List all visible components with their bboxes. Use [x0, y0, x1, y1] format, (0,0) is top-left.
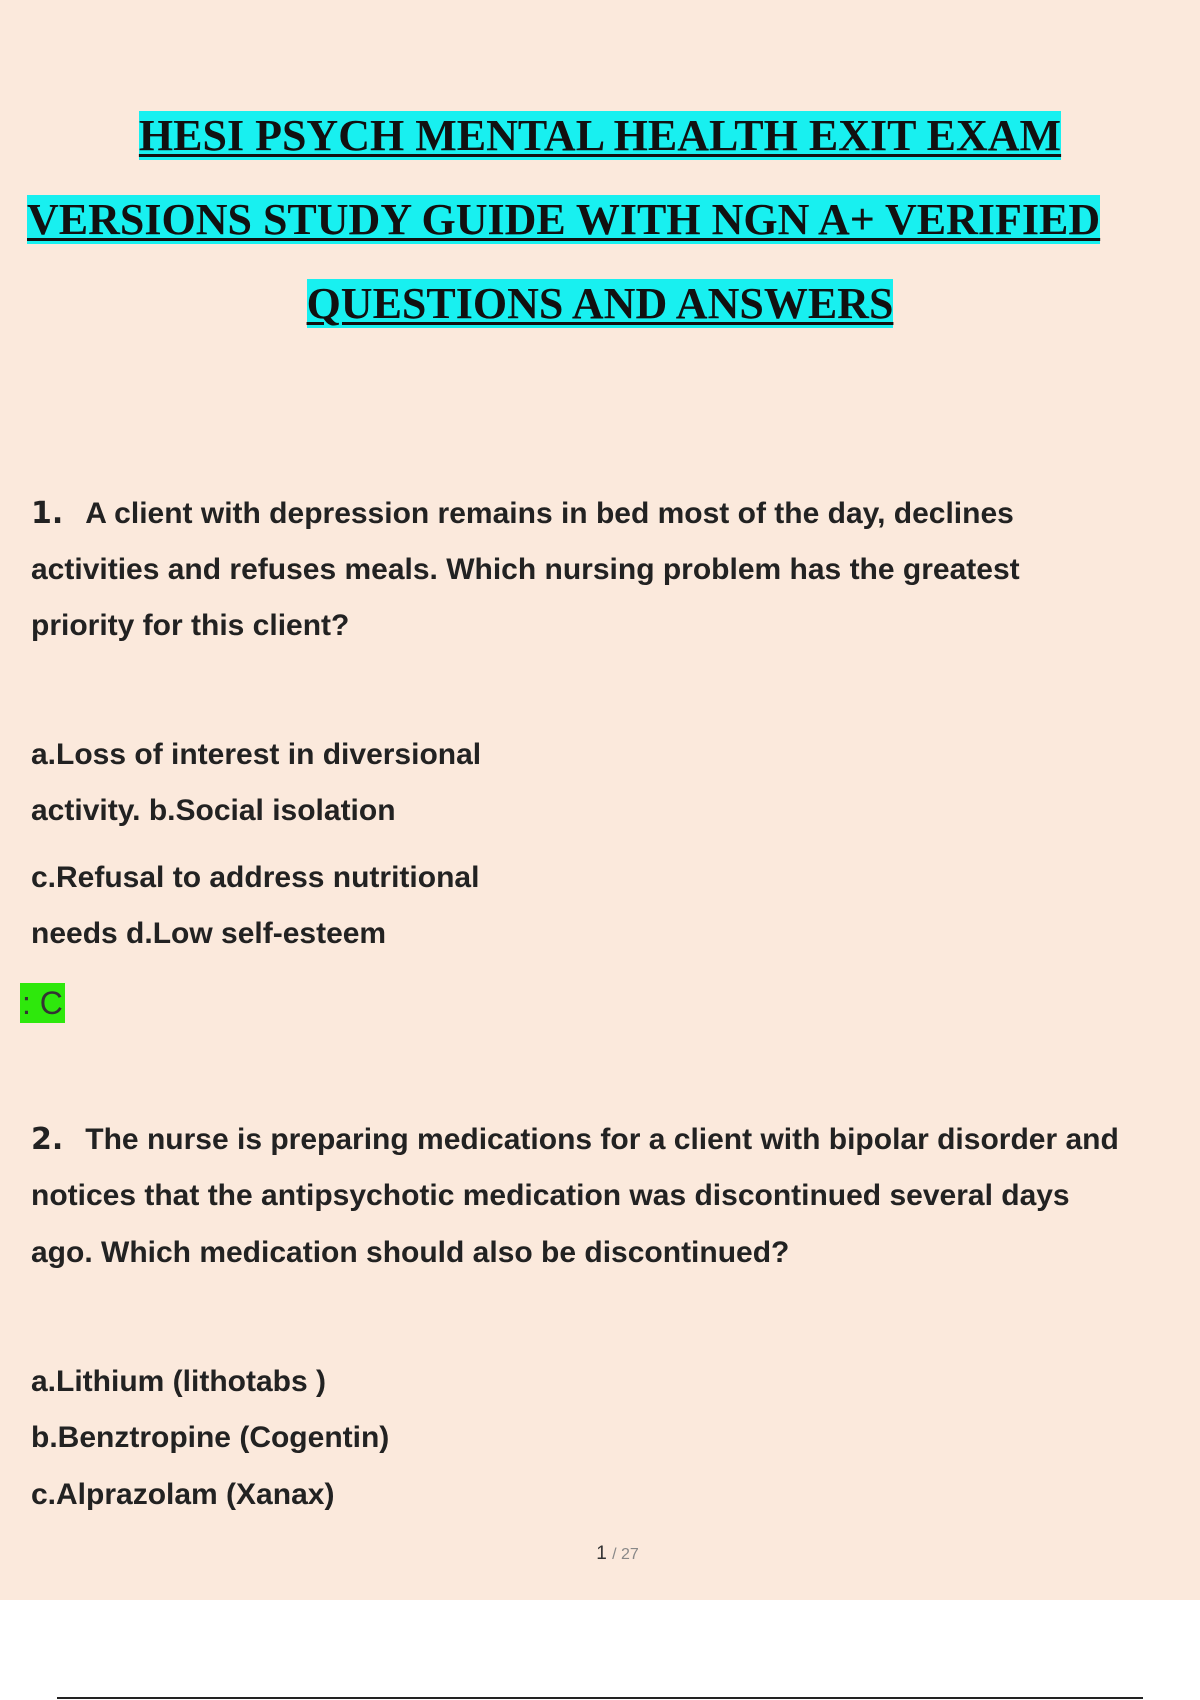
question-1-option-line-2: activity. b.Social isolation — [31, 794, 396, 827]
question-2-line-1: 2. The nurse is preparing medications for a client with bipolar disorder and — [31, 1122, 1119, 1157]
question-2-option-c: c.Alprazolam (Xanax) — [31, 1478, 335, 1511]
question-1-option-line-3: c.Refusal to address nutritional — [31, 861, 480, 894]
question-2-option-b: b.Benztropine (Cogentin) — [31, 1421, 390, 1454]
question-1-line-2: activities and refuses meals. Which nursing problem has the greatest — [31, 553, 1020, 586]
question-2-line-3: ago. Which medication should also be discontinued? — [31, 1236, 790, 1269]
document-title-line-2: VERSIONS STUDY GUIDE WITH NGN A+ VERIFIED — [27, 195, 1101, 244]
question-1-option-line-4: needs d.Low self-esteem — [31, 917, 387, 950]
footer-divider — [57, 1697, 1143, 1699]
question-1-option-line-1: a.Loss of interest in diversional — [31, 738, 482, 771]
question-1-line-3: priority for this client? — [31, 609, 350, 642]
question-1-number: 1. — [31, 496, 64, 531]
question-2-number: 2. — [31, 1122, 64, 1157]
page-indicator — [0, 1543, 1200, 1565]
question-2-option-a: a.Lithium (lithotabs ) — [31, 1365, 326, 1398]
document-title-line-3: QUESTIONS AND ANSWERS — [306, 279, 894, 328]
question-2-line-2: notices that the antipsychotic medication was discontinued several days — [31, 1179, 1070, 1212]
document-title-line-1: HESI PSYCH MENTAL HEALTH EXIT EXAM — [138, 111, 1062, 160]
question-1-answer: : C — [22, 985, 63, 1021]
current-page: 1 — [596, 1543, 607, 1564]
total-pages: / 27 — [612, 1546, 639, 1563]
question-1-line-1: 1. A client with depression remains in bed most of the day, declines — [31, 496, 1014, 531]
